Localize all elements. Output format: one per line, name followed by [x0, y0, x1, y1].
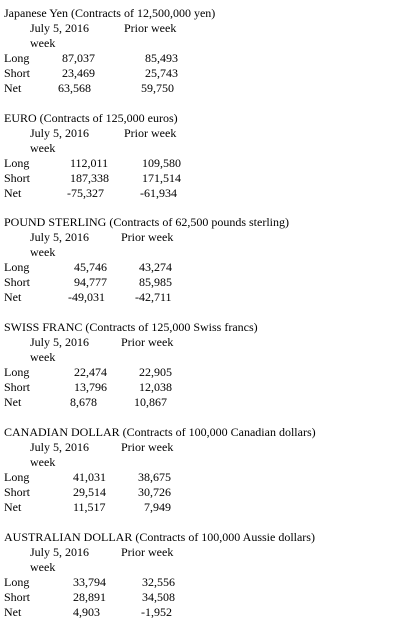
current-week-header: July 5, 2016: [30, 440, 90, 454]
current-week-header-sub: week: [30, 36, 56, 50]
section-title: POUND STERLING (Contracts of 62,500 pounds sterling): [4, 215, 289, 229]
section-title: Japanese Yen (Contracts of 12,500,000 yen): [4, 6, 216, 20]
net-prior: -61,934: [140, 186, 177, 200]
row-long: [4, 470, 400, 485]
section-australian-dollar: [4, 530, 400, 620]
long-prior: 109,580: [142, 156, 181, 170]
short-prior: 12,038: [139, 380, 172, 394]
row-long: [4, 260, 400, 275]
current-week-header-sub: week: [30, 245, 56, 259]
short-current: 23,469: [62, 66, 95, 80]
section-swiss-franc: [4, 320, 400, 410]
net-current: 11,517: [73, 500, 106, 514]
prior-week-header: Prior week: [121, 545, 174, 559]
column-header: [4, 230, 400, 245]
net-current: -75,327: [67, 186, 104, 200]
current-week-header-sub: week: [30, 560, 56, 574]
short-prior: 25,743: [145, 66, 178, 80]
short-current: 94,777: [74, 275, 107, 289]
row-label: Short: [4, 590, 31, 604]
prior-week-header: Prior week: [124, 126, 177, 140]
row-label: Short: [4, 171, 31, 185]
row-short: [4, 66, 400, 81]
row-label: Long: [4, 470, 30, 484]
current-week-header: July 5, 2016: [30, 230, 90, 244]
row-label: Long: [4, 575, 30, 589]
row-short: [4, 380, 400, 395]
section-canadian-dollar: [4, 425, 400, 515]
column-header: [4, 335, 400, 350]
row-short: [4, 275, 400, 290]
row-label: Long: [4, 156, 30, 170]
long-current: 87,037: [62, 51, 95, 65]
short-prior: 34,508: [142, 590, 175, 604]
short-prior: 85,985: [139, 275, 172, 289]
row-label: Short: [4, 275, 31, 289]
net-prior: 10,867: [134, 395, 167, 409]
row-label: Short: [4, 380, 31, 394]
row-label: Short: [4, 66, 31, 80]
row-label: Net: [4, 500, 22, 514]
row-label: Short: [4, 485, 31, 499]
column-header: [4, 545, 400, 560]
row-net: [4, 605, 400, 620]
section-japanese-yen: [4, 6, 400, 96]
column-header: [4, 440, 400, 455]
long-current: 41,031: [73, 470, 106, 484]
current-week-header: July 5, 2016: [30, 335, 90, 349]
net-prior: 7,949: [144, 500, 171, 514]
short-current: 28,891: [73, 590, 106, 604]
row-label: Net: [4, 395, 22, 409]
long-prior: 38,675: [138, 470, 171, 484]
long-prior: 32,556: [142, 575, 175, 589]
section-euro: [4, 111, 400, 201]
row-label: Net: [4, 186, 22, 200]
net-current: 63,568: [58, 81, 91, 95]
long-current: 112,011: [70, 156, 109, 170]
short-current: 29,514: [73, 485, 106, 499]
row-net: [4, 186, 400, 201]
row-short: [4, 485, 400, 500]
row-long: [4, 365, 400, 380]
row-label: Long: [4, 365, 30, 379]
prior-week-header: Prior week: [121, 230, 174, 244]
net-current: 8,678: [70, 395, 97, 409]
row-short: [4, 171, 400, 186]
long-current: 22,474: [74, 365, 107, 379]
net-prior: -42,711: [135, 290, 172, 304]
section-title: CANADIAN DOLLAR (Contracts of 100,000 Canadian dollars): [4, 425, 316, 439]
row-short: [4, 590, 400, 605]
row-net: [4, 290, 400, 305]
long-current: 33,794: [73, 575, 106, 589]
current-week-header-sub: week: [30, 141, 56, 155]
row-long: [4, 575, 400, 590]
section-title: AUSTRALIAN DOLLAR (Contracts of 100,000 Aussie dollars): [4, 530, 315, 544]
row-net: [4, 395, 400, 410]
row-label: Long: [4, 260, 30, 274]
row-long: [4, 51, 400, 66]
short-current: 13,796: [74, 380, 107, 394]
current-week-header: July 5, 2016: [30, 545, 90, 559]
long-current: 45,746: [74, 260, 107, 274]
row-label: Net: [4, 605, 22, 619]
long-prior: 85,493: [145, 51, 178, 65]
current-week-header: July 5, 2016: [30, 126, 90, 140]
long-prior: 22,905: [139, 365, 172, 379]
net-current: -49,031: [68, 290, 105, 304]
current-week-header-sub: week: [30, 350, 56, 364]
short-prior: 30,726: [138, 485, 171, 499]
section-title: SWISS FRANC (Contracts of 125,000 Swiss francs): [4, 320, 258, 334]
row-label: Net: [4, 81, 22, 95]
short-prior: 171,514: [142, 171, 181, 185]
prior-week-header: Prior week: [121, 440, 174, 454]
column-header: [4, 21, 400, 36]
net-prior: -1,952: [141, 605, 172, 619]
column-header: [4, 126, 400, 141]
row-long: [4, 156, 400, 171]
row-label: Net: [4, 290, 22, 304]
row-net: [4, 81, 400, 96]
section-pound-sterling: [4, 215, 400, 305]
prior-week-header: Prior week: [121, 335, 174, 349]
current-week-header-sub: week: [30, 455, 56, 469]
long-prior: 43,274: [139, 260, 172, 274]
prior-week-header: Prior week: [124, 21, 177, 35]
row-net: [4, 500, 400, 515]
row-label: Long: [4, 51, 30, 65]
short-current: 187,338: [70, 171, 109, 185]
section-title: EURO (Contracts of 125,000 euros): [4, 111, 178, 125]
current-week-header: July 5, 2016: [30, 21, 90, 35]
net-prior: 59,750: [141, 81, 174, 95]
net-current: 4,903: [73, 605, 100, 619]
